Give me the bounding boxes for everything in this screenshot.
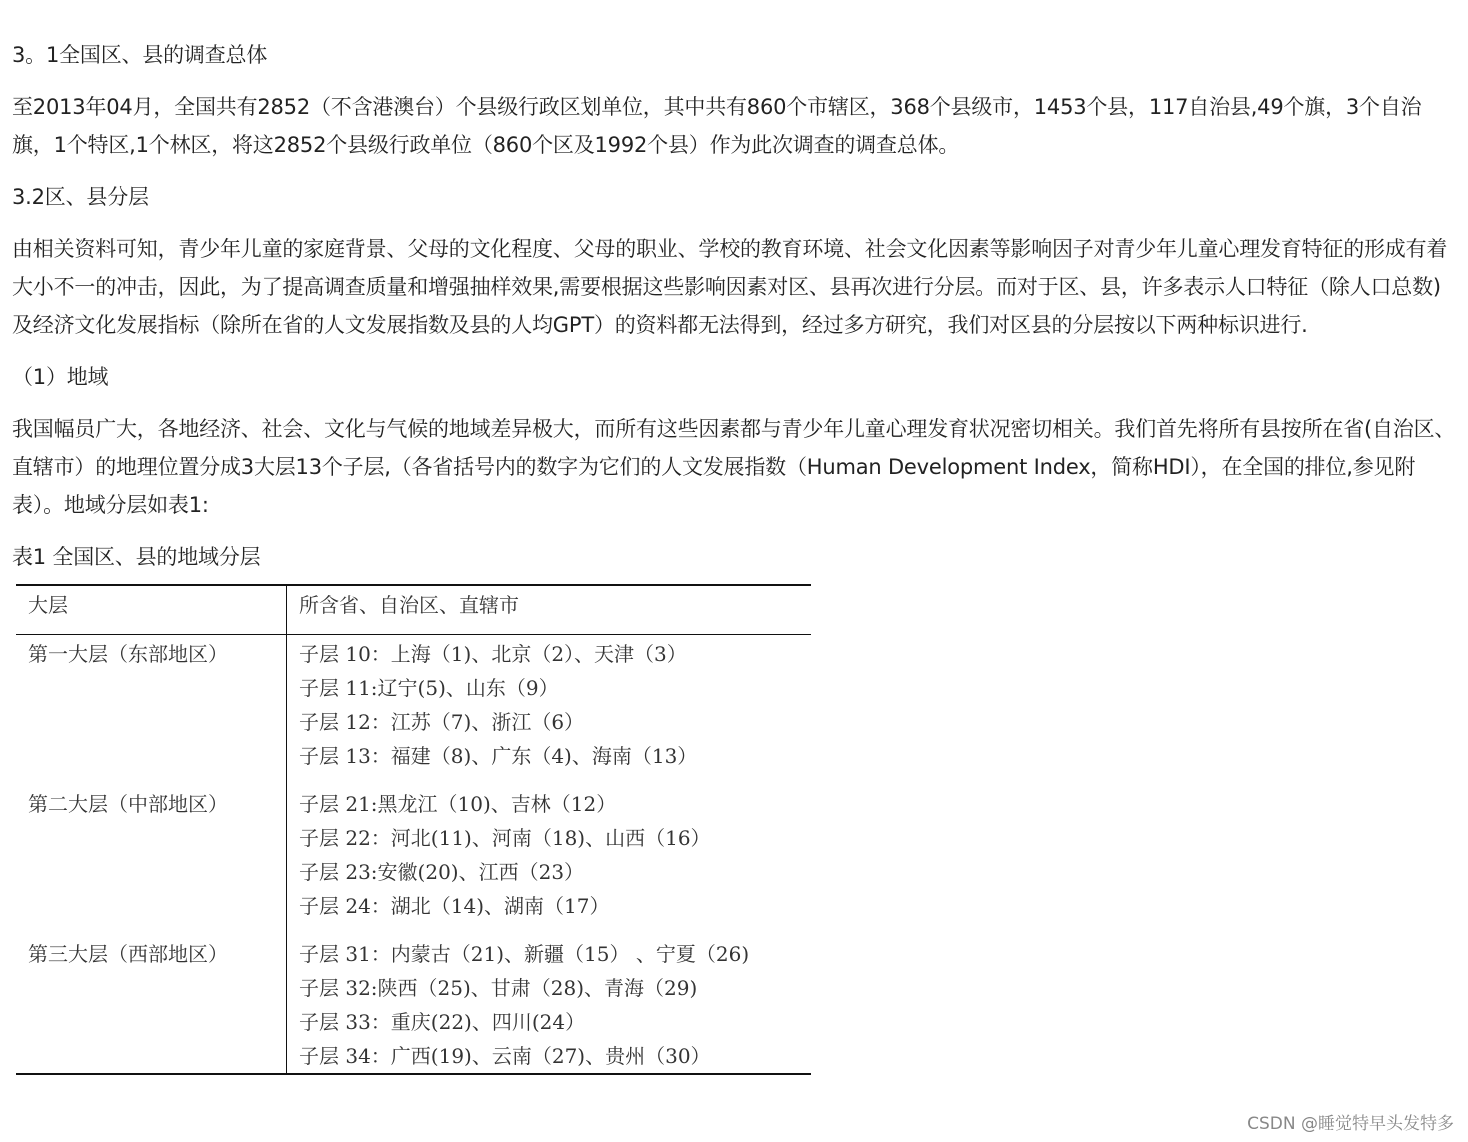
table-row — [16, 787, 811, 923]
sublayer-item: 子层 23:安徽(20)、江西（23） — [299, 860, 585, 884]
spacer-cell — [16, 923, 287, 937]
sublayer-item: 子层 12：江苏（7)、浙江（6） — [299, 710, 585, 734]
sublayer-item: 子层 22：河北(11)、河南（18)、山西（16） — [299, 826, 711, 850]
csdn-watermark: CSDN @睡觉特早头发特多 — [1247, 1114, 1454, 1134]
table-row — [16, 937, 811, 1074]
header-provinces: 所含省、自治区、直辖市 — [299, 593, 519, 617]
table-spacer — [16, 773, 811, 787]
sublayer-cell — [287, 787, 812, 923]
table-caption: 表1 全国区、县的地域分层 — [12, 545, 261, 569]
sublayer-cell — [287, 937, 812, 1074]
regional-stratification-table — [16, 584, 811, 1075]
spacer-cell — [287, 773, 812, 787]
section-heading-stratification: 3.2区、县分层 — [12, 185, 149, 209]
paragraph-region: 我国幅员广大，各地经济、社会、文化与气候的地域差异极大，而所有这些因素都与青少年儿童心理发育状况密切相关。我们首先将所有县按所在省(自治区、直辖市）的地理位置分成3大层13个子层,（各省括号内的数字为它们的人文发展指数（Human Development Index，简称HDI），在全国的排位,参见附表）。地域分层如表1: — [12, 417, 1456, 517]
paragraph-survey-population: 至2013年04月，全国共有2852（不含港澳台）个县级行政区划单位，其中共有860个市辖区，368个县级市，1453个县，117自治县,49个旗，3个自治旗，1个特区,1个林区，将这2852个县级行政单位（860个区及1992个县）作为此次调查的调查总体。 — [12, 95, 1422, 157]
layer-cell — [16, 787, 287, 923]
table-spacer — [16, 923, 811, 937]
paragraph-stratification: 由相关资料可知，青少年儿童的家庭背景、父母的文化程度、父母的职业、学校的教育环境、社会文化因素等影响因子对青少年儿童心理发育特征的形成有着大小不一的冲击，因此，为了提高调查质量和增强抽样效果,需要根据这些影响因素对区、县再次进行分层。而对于区、县，许多表示人口特征（除人口总数)及经济文化发展指标（除所在省的人文发展指数及县的人均GPT）的资料都无法得到，经过多方研究，我们对区县的分层按以下两种标识进行. — [12, 237, 1448, 337]
layer-label: 第二大层（中部地区） — [28, 792, 228, 816]
layer-label: 第一大层（东部地区） — [28, 642, 228, 666]
sublayer-item: 子层 21:黑龙江（10)、吉林（12） — [299, 792, 617, 816]
table-header-row — [16, 585, 811, 635]
spacer-cell — [287, 923, 812, 937]
layer-cell — [16, 635, 287, 774]
spacer-cell — [16, 773, 287, 787]
sublayer-cell — [287, 635, 812, 774]
layer-cell — [16, 937, 287, 1074]
sublayer-item: 子层 31：内蒙古（21)、新疆（15） 、宁夏（26) — [299, 942, 750, 966]
sublayer-item: 子层 24：湖北（14)、湖南（17） — [299, 894, 610, 918]
header-layer: 大层 — [16, 585, 287, 635]
sublayer-item: 子层 32:陕西（25)、甘肃（28)、青海（29) — [299, 976, 698, 1000]
table-row — [16, 635, 811, 774]
section-heading-survey-population: 3。1全国区、县的调查总体 — [12, 43, 268, 67]
sublayer-item: 子层 34：广西(19)、云南（27)、贵州（30） — [299, 1044, 711, 1068]
sublayer-item: 子层 10：上海（1)、北京（2）、天津（3） — [299, 642, 687, 666]
article-body — [12, 36, 1456, 1075]
sublayer-item: 子层 11:辽宁(5)、山东（9） — [299, 676, 559, 700]
layer-label: 第三大层（西部地区） — [28, 942, 228, 966]
subsection-heading-region: （1）地域 — [12, 365, 109, 389]
sublayer-item: 子层 33：重庆(22)、四川(24） — [299, 1010, 586, 1034]
sublayer-item: 子层 13：福建（8)、广东（4)、海南（13） — [299, 744, 698, 768]
